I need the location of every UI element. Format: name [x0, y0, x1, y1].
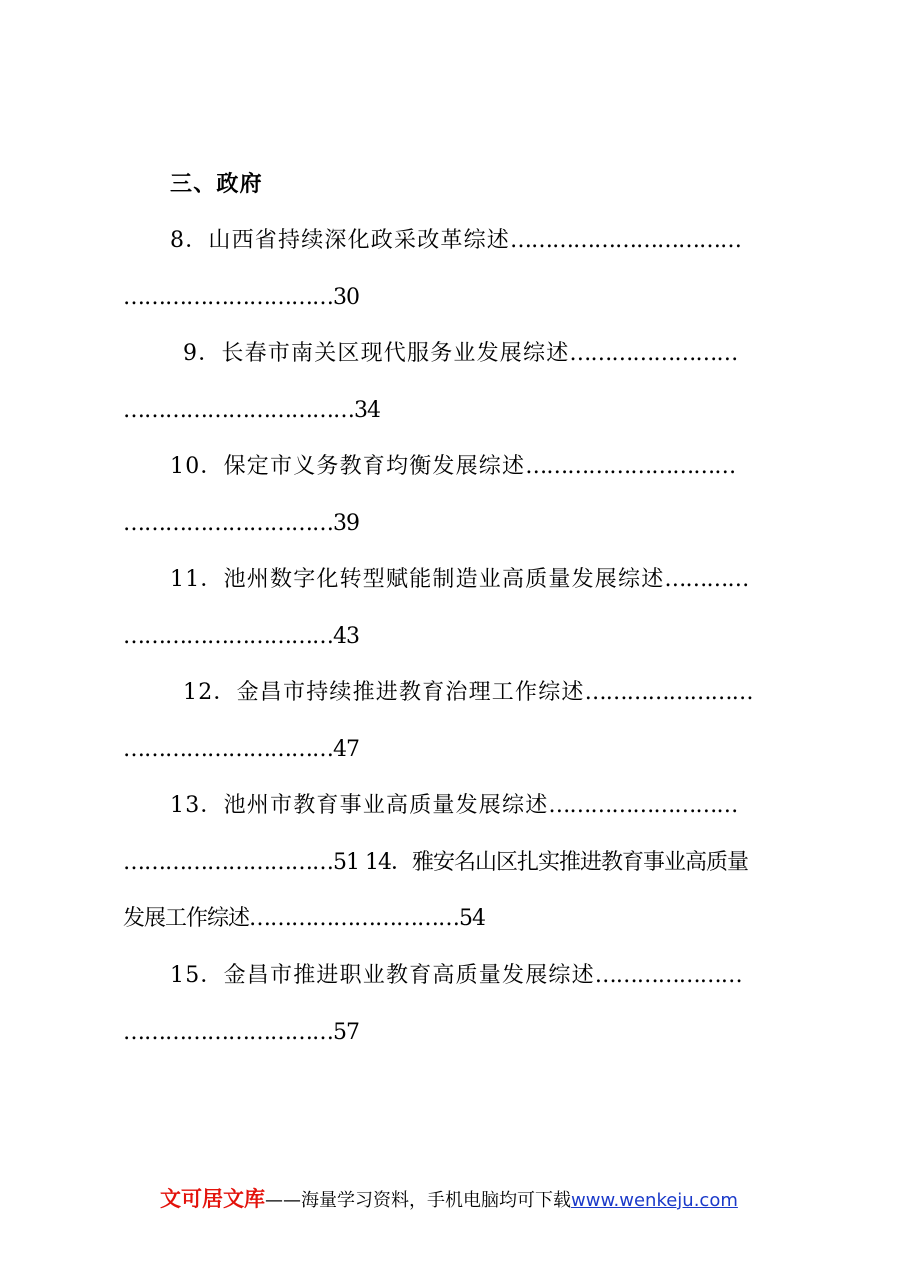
toc-page-ref: …………………………39	[123, 511, 359, 536]
toc-leader: …………	[664, 567, 749, 592]
toc-entry-13[interactable]	[170, 791, 795, 821]
toc-entry-10[interactable]	[170, 452, 795, 482]
toc-page-ref: …………………………51 14．雅安名山区扎实推进教育事业高质量	[123, 850, 748, 875]
section-heading: 三、政府	[170, 171, 263, 197]
website-link[interactable]: www.wenkeju.com	[571, 1190, 738, 1211]
toc-entry-9-page	[123, 396, 795, 426]
toc-leader: ……………………	[584, 680, 753, 705]
footer-tagline: ——海量学习资料，手机电脑均可下载	[265, 1190, 571, 1211]
toc-page-ref: ……………………………34	[123, 398, 380, 423]
toc-entry-11[interactable]	[170, 565, 795, 595]
toc-page-ref: 发展工作综述…………………………54	[123, 906, 485, 931]
toc-page-ref: …………………………43	[123, 624, 359, 649]
toc-leader: ……………………	[569, 341, 738, 366]
toc-entry-8[interactable]	[170, 226, 795, 256]
toc-entry-12[interactable]	[183, 678, 795, 708]
toc-entry-title: 13．池州市教育事业高质量发展综述	[170, 793, 549, 818]
toc-entry-10-page	[123, 509, 795, 539]
toc-leader: ………………………	[548, 793, 738, 818]
footer-banner	[160, 1183, 800, 1213]
toc-page-ref: …………………………47	[123, 737, 359, 762]
toc-leader: …………………	[594, 963, 742, 988]
toc-page-ref: …………………………30	[123, 285, 359, 310]
toc-entry-11-page	[123, 622, 795, 652]
toc-entry-13-page	[123, 848, 795, 878]
toc-leader: ……………………………	[510, 228, 741, 253]
toc-entry-15-page	[123, 1018, 795, 1048]
toc-entry-title: 8．山西省持续深化政采改革综述	[170, 228, 510, 253]
toc-leader: …………………………	[525, 454, 736, 479]
toc-entry-title: 11．池州数字化转型赋能制造业高质量发展综述	[170, 567, 665, 592]
toc-page-ref: …………………………57	[123, 1020, 359, 1045]
toc-entry-12-page	[123, 735, 795, 765]
toc-entry-9[interactable]	[183, 339, 795, 369]
toc-entry-title: 10．保定市义务教育均衡发展综述	[170, 454, 526, 479]
toc-entry-15[interactable]	[170, 961, 795, 991]
brand-name: 文可居文库	[160, 1187, 265, 1211]
toc-entry-title: 9．长春市南关区现代服务业发展综述	[183, 341, 570, 366]
toc-entry-title: 12．金昌市持续推进教育治理工作综述	[183, 680, 585, 705]
toc-entry-8-page	[123, 283, 795, 313]
toc-entry-title: 15．金昌市推进职业教育高质量发展综述	[170, 963, 595, 988]
toc-entry-14-cont	[123, 904, 795, 934]
